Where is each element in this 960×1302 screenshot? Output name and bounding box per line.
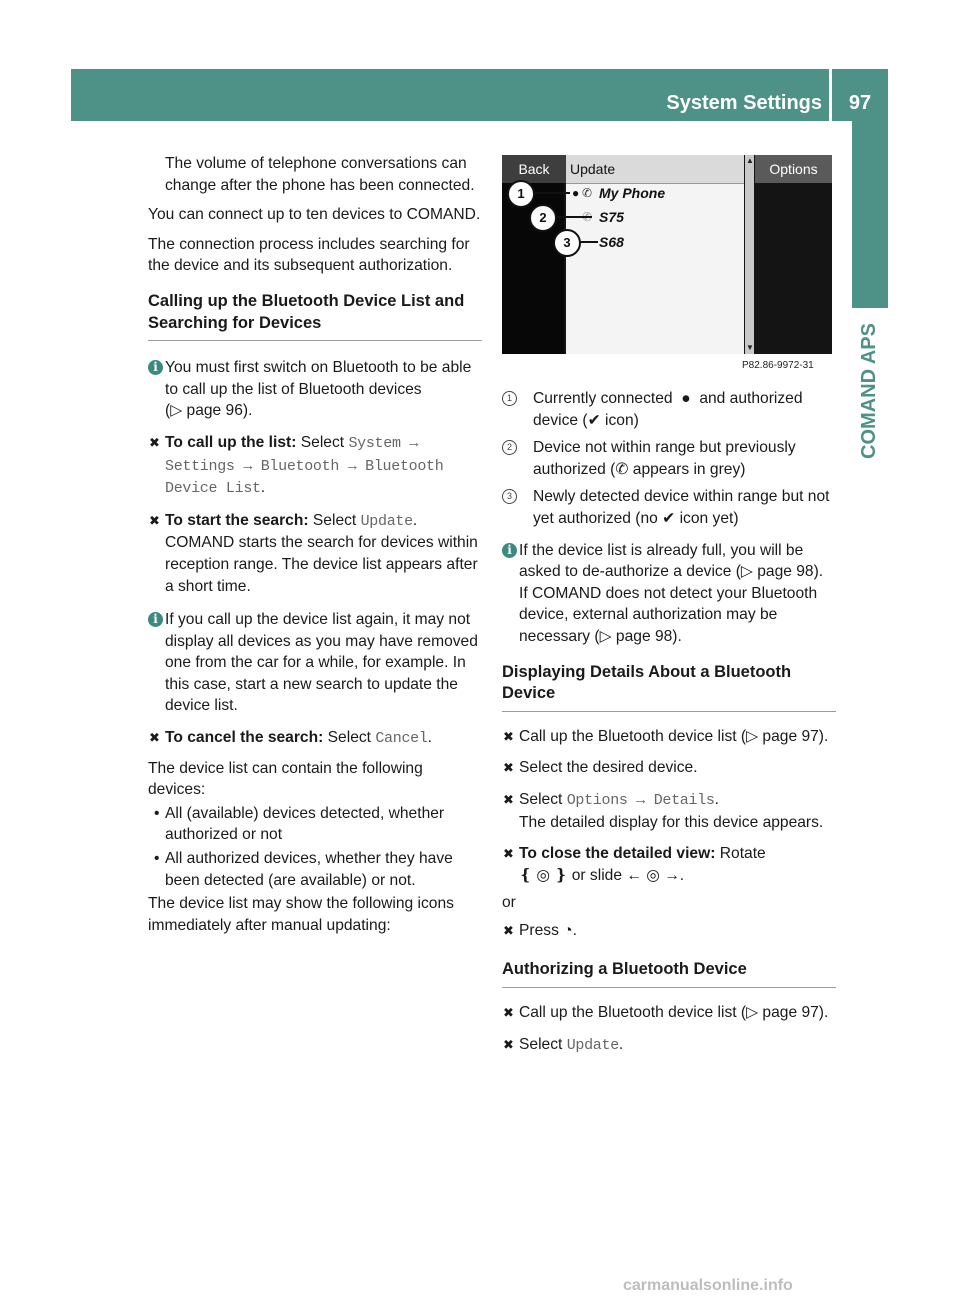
info-note-switch-on: i You must first switch on Bluetooth to be able to call up the list of Bluetooth devices (▷ page 96). xyxy=(148,357,482,422)
step-auth-1: ✖ Call up the Bluetooth device list (▷ page 97). xyxy=(502,1002,836,1024)
step-details-3: ✖ Select Options → Details. The detailed display for this device appears. xyxy=(503,790,824,831)
step-arrow-icon: ✖ xyxy=(149,730,160,746)
info-icon: i xyxy=(502,543,517,558)
step-details-5: ✖ Press ◔. xyxy=(502,920,836,942)
paragraph-list-contain: The device list can contain the following devices: xyxy=(148,759,423,799)
device-list-item: S75 xyxy=(599,209,624,225)
paragraph-volume: The volume of telephone conversations can change after the phone has been connected. xyxy=(165,155,475,194)
connected-dot-icon: ● xyxy=(572,186,580,200)
device-list-item: S68 xyxy=(599,234,624,250)
heading-displaying-details: Displaying Details About a Bluetooth Device xyxy=(502,662,836,712)
checkmark-icon: ✔ xyxy=(587,411,601,429)
bullet-item: • All authorized devices, whether they have been detected (are available) or not. xyxy=(154,850,453,889)
scroll-up-icon: ▲ xyxy=(746,156,754,165)
callout-3: 3 xyxy=(553,229,581,257)
step-details-4: ✖ To close the detailed view: Rotate ❴ ◎ ❵ or slide ← ◎ →. xyxy=(503,845,766,884)
menu-path: System → Settings → Bluetooth → Bluetooth Device List xyxy=(165,434,444,498)
or-text: or xyxy=(502,894,516,912)
step-arrow-icon: ✖ xyxy=(503,728,514,744)
step-arrow-icon: ✖ xyxy=(503,1005,514,1021)
step-arrow-icon: ✖ xyxy=(503,922,514,938)
options-button: Options xyxy=(755,155,832,183)
step-arrow-icon: ✖ xyxy=(503,846,514,862)
step-arrow-icon: ✖ xyxy=(503,1036,514,1052)
page-number: 97 xyxy=(848,92,872,114)
controller-icons: ❴ ◎ ❵ or slide ← ◎ →. xyxy=(519,866,685,884)
step-cancel-search: ✖ To cancel the search: Select Cancel. xyxy=(149,729,432,748)
paragraph-up-to-ten: You can connect up to ten devices to COMAND. xyxy=(148,206,481,224)
info-note-call-again: i If you call up the device list again, it may not display all devices as you may have removed one from the car for a while, for example. In this case, start a new search to update the device list. xyxy=(148,609,482,717)
watermark: carmanualsonline.info xyxy=(623,1277,793,1294)
callout-2: 2 xyxy=(529,204,557,232)
paragraph-connection-process: The connection process includes searching for the device and its subsequent authorization. xyxy=(148,235,470,275)
step-call-up-list: ✖ To call up the list: Select System → Settings → Bluetooth → Bluetooth Device List. xyxy=(149,433,444,498)
step-start-search: ✖ To start the search: Select Update. COMAND starts the search for devices within reception range. The device list appears after a short time. xyxy=(149,511,478,595)
device-list-screenshot xyxy=(502,155,832,354)
step-details-2: ✖ Select the desired device. xyxy=(502,757,836,779)
paragraph-may-show: The device list may show the following icons immediately after manual updating: xyxy=(148,895,454,934)
left-column xyxy=(148,153,482,936)
header-divider xyxy=(829,69,832,121)
step-arrow-icon: ✖ xyxy=(503,791,514,807)
device-list-item: My Phone xyxy=(599,185,666,201)
step-auth-2: ✖ Select Update. xyxy=(503,1035,624,1054)
step-details-1: ✖ Call up the Bluetooth device list (▷ page 97). xyxy=(502,726,836,748)
legend-item-1: 1 Currently connected ● and authorized device (✔ icon) xyxy=(502,388,836,431)
connected-dot-icon: ● xyxy=(681,390,691,407)
info-icon: i xyxy=(148,612,163,627)
heading-calling-up: Calling up the Bluetooth Device List and Searching for Devices xyxy=(148,291,482,341)
callout-1: 1 xyxy=(507,180,535,208)
phone-icon: ✆ xyxy=(582,186,593,200)
section-tab xyxy=(852,121,888,308)
back-button: Back xyxy=(502,155,566,183)
info-icon: i xyxy=(148,360,163,375)
info-note-list-full: i If the device list is already full, you will be asked to de-authorize a device (▷ page 98). If COMAND does not detect your Bluetooth device, external authorization may be necessary (▷ page 98). xyxy=(502,540,836,648)
legend-item-2: 2 Device not within range but previously authorized (✆ appears in grey) xyxy=(502,437,836,480)
figure-caption: P82.86-9972-31 xyxy=(742,360,814,371)
back-button-icon: ◔. xyxy=(563,921,577,939)
update-menu: Update xyxy=(570,161,616,177)
step-arrow-icon: ✖ xyxy=(503,760,514,776)
section-tab-label: COMAND APS xyxy=(858,322,881,459)
checkmark-icon: ✔ xyxy=(662,509,676,527)
right-column xyxy=(502,384,836,1056)
step-arrow-icon: ✖ xyxy=(149,434,160,450)
legend-item-3: 3 Newly detected device within range but not yet authorized (no ✔ icon yet) xyxy=(502,486,836,529)
phone-icon: ✆ xyxy=(615,460,629,478)
step-arrow-icon: ✖ xyxy=(149,512,160,528)
heading-authorizing: Authorizing a Bluetooth Device xyxy=(502,959,836,988)
page-title: System Settings xyxy=(666,92,822,114)
scrollbar xyxy=(745,155,754,354)
scroll-down-icon: ▼ xyxy=(746,343,754,352)
bullet-item: • All (available) devices detected, whether authorized or not xyxy=(154,804,445,844)
